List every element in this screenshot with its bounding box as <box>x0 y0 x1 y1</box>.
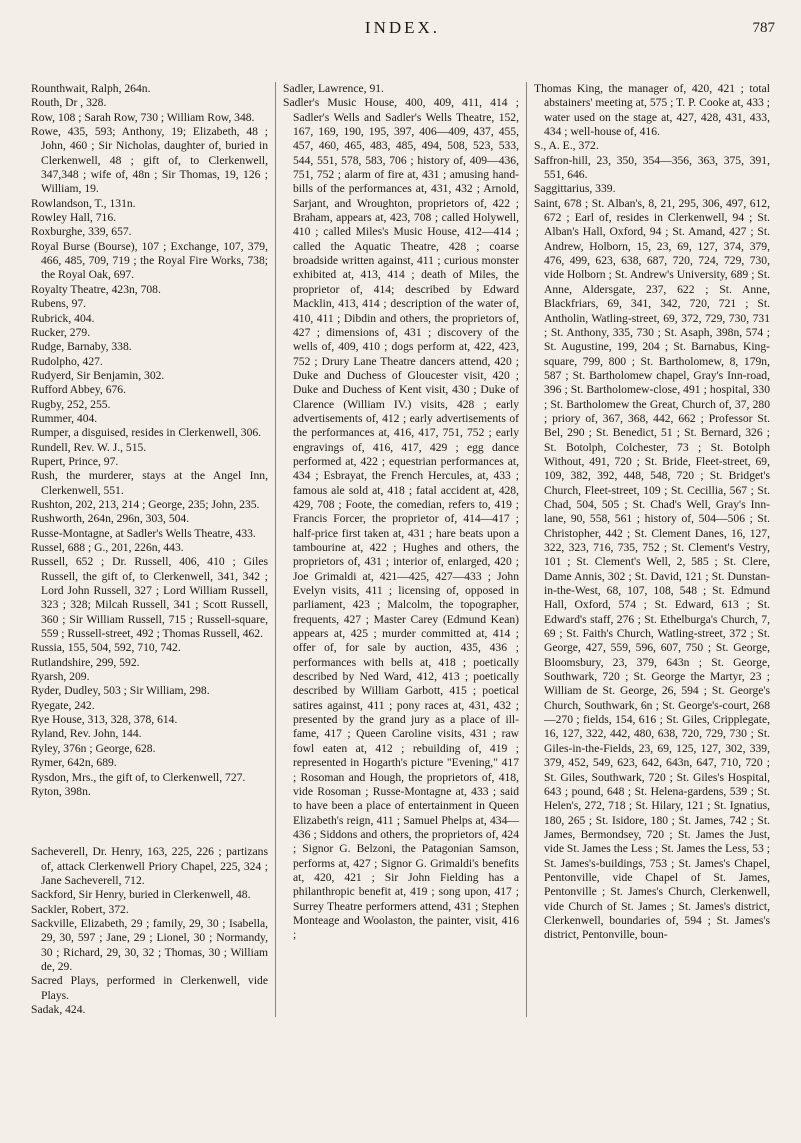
index-entry: Sadler, Lawrence, 91. <box>283 82 384 95</box>
index-entry: Rushton, 202, 213, 214 ; George, 235; John, 235. <box>31 497 260 511</box>
index-entry: Ryder, Dudley, 503 ; Sir William, 298. <box>31 684 210 698</box>
index-entry: Ryley, 376n ; George, 628. <box>31 741 156 755</box>
index-entry: Rubens, 97. <box>31 297 87 311</box>
index-entry: Sadler's Music House, 400, 409, 411, 414 ; Sadler's Wells and Sadler's Wells Theatre, 152, 167, 169, 190, 195, 397, 406—409, 437, 455, 457, 460, 465, 483, 485, 494, 508, 523, 533, 544, 551, 578, 583, 706 ; history of, 409—436, 751, 752 ; alarm of fire at, 431 ; amusing hand-bills of the performances at, 431, 432 ; Arnold, Sarjant, and Wroughton, proprietors of, 422 ; Braham, appears at, 423, 708 ; called Holywell, 410 ; called Miles's Music House, 412—414 ; called the Aquatic Theatre, 428 ; coarse broadside written against, 411 ; curious monster exhibited at, 413, 414 ; death of Miles, the proprietor of, 414; described by Edward Macklin, 413, 414 ; description of the water of, 410, 411 ; Dibdin and others, the proprietors of, 427 ; dimensions of, 431 ; discovery of the wells of, 409, 410 ; dogs perform at, 422, 423, 752 ; Drury Lane Theatre dancers attend, 420 ; Duke and Duchess of Gloucester visit, 420 ; Duke and Duchess of Kent visit, 430 ; Duke of Clarence (William IV.) visits, 428 ; early advertisements of, 412 ; early advertisements of the performances at, 416, 417, 751, 752 ; early engravings of, 416, 417, 429 ; egg dance performed at, 422 ; equestrian performances at, 434 ; Esbrayat, the French Hercules, at, 433 ; famous ale sold at, 418 ; fatal accident at, 428, 429, 708 ; Foote, the comedian, refers to, 419 ; Francis Forcer, the proprietor of, 414—417 ; half-price first taken at, 431 ; hare beats upon a tambourine at, 422 ; Hughes and others, the proprietors of, 431 ; interior of, enlarged, 420 ; Joe Grimaldi at, 421—425, 427—433 ; John Evelyn visits, 411 ; licensing of, opposed in parliament, 423 ; Malcolm, the topographer, frequents, 427 ; Master Carey (Edmund Kean) appears at, 425 ; murder committed at, 414 ; offer of, for sale by auction, 435, 436 ; performances with bells at, 418 ; poetically described by Ned Ward, 412, 413 ; poetically described by William Garbott, 415 ; poetical satires against, 411 ; pony races at, 431, 432 ; presented by the grand jury as a place of ill-fame, 417 ; Queen Caroline visits, 431 ; raw fowl eaten at, 412 ; rebuilding of, 419 ; represented in Hogarth's picture "Evening," 417 ; Rosoman and Hough, the proprietors of, 418, vide Rosoman ; Russe-Montagne at, 433 ; said to have been a place of entertainment in Queen Elizabeth's reign, 411 ; Samuel Phelps at, 434—436 ; Siddons and others, the proprietors of, 424 ; Signor G. Belzoni, the Patagonian Samson, performs at, 427 ; Signor G. Grimaldi's benefits at, 420, 421 ; Sir John Fielding has a philanthropic benefit at, 419 ; song upon, 417 ; Surrey Theatre performers attend, 431 ; Stephen Monteage and Woolaston, the painter, visit, 416 ; <box>283 96 519 942</box>
index-entry: Rucker, 279. <box>31 325 91 339</box>
index-entry: Rubrick, 404. <box>31 311 95 325</box>
page-header <box>30 18 775 42</box>
index-entry: Rupert, Prince, 97. <box>31 454 119 468</box>
section-gap <box>31 815 268 829</box>
index-entry: Rush, the murderer, stays at the Angel Inn, Clerkenwell, 551. <box>31 469 268 497</box>
index-entry: Russel, 688 ; G., 201, 226n, 443. <box>31 541 184 554</box>
index-entry: Rundell, Rev. W. J., 515. <box>31 440 147 454</box>
index-column-2 <box>275 82 526 1017</box>
index-entry: Sacheverell, Dr. Henry, 163, 225, 226 ; partizans of, attack Clerkenwell Priory Chapel, 225, 324 ; Jane Sacheverell, 712. <box>31 845 268 887</box>
index-entry: Rounthwait, Ralph, 264n. <box>31 82 151 95</box>
index-column-3 <box>526 82 777 1017</box>
index-entry: Roxburghe, 339, 657. <box>31 225 132 239</box>
index-entry: Saint, 678 ; St. Alban's, 8, 21, 295, 306, 497, 612, 672 ; Earl of, resides in Clerkenwell, 94 ; St. Alban's Hall, Oxford, 94 ; St. Amand, 427 ; St. Andrew, Holborn, 15, 23, 69, 127, 374, 379, 476, 499, 623, 638, 687, 720, 724, 729, 730, vide Holborn ; St. Andrew's University, 689 ; St. Anne, Aldersgate, 237, 622 ; St. Anne, Blackfriars, 69, 341, 342, 720, 721 ; St. Antholin, Watling-street, 69, 372, 729, 730, 731 ; St. Anthony, 335, 730 ; St. Asaph, 398n, 574 ; St. Augustine, 199, 204 ; St. Barnabus, King-square, 799, 800 ; St. Bartholomew, 8, 179n, 587 ; St. Bartholomew chapel, Gray's Inn-road, 396 ; St. Bartholomew-close, 491 ; hospital, 330 ; St. Bartholomew the Great, Church of, 37, 280 ; priory of, 367, 368, 442, 662 ; Professor St. Bel, 290 ; St. Benedict, 51 ; St. Bernard, 326 ; St. Botolph, Colchester, 73 ; St. Botolph Without, 491, 720 ; St. Bride, Fleet-street, 69, 109, 382, 392, 448, 548, 720 ; St. Bridget's Church, Fleet-street, 109 ; St. Cecillia, 567 ; St. Chad, 504, 505 ; St. Chad's Well, Gray's Inn-lane, 90, 558, 561 ; history of, 504—506 ; St. Christopher, 442 ; St. Clement Danes, 16, 127, 322, 323, 716, 735, 752 ; St. Clement's Vestry, 101 ; St. Clement's Well, 2, 585 ; St. Clere, Dame Annis, 302 ; St. David, 121 ; St. Dunstan-in-the-West, 68, 107, 108, 548 ; St. Edmund Hall, Oxford, 574 ; St. Edward, 613 ; St. Edward's staff, 276 ; St. Ethelburga's Church, 7, 69 ; St. Faith's Church, Watling-street, 372 ; St. George, 427, 559, 596, 607, 750 ; St. George, Bloomsbury, 23, 379, 643n ; St. George, Southwark, 720 ; St. George the Martyr, 23 ; William de St. George, 26, 594 ; St. George's Church, Southwark, 6n ; St. George's-court, 268—270 ; fields, 154, 616 ; St. Giles, Cripplegate, 16, 127, 322, 442, 480, 638, 720, 729, 730 ; St. Giles-in-the-Fields, 23, 69, 125, 127, 302, 339, 379, 452, 549, 623, 642, 643n, 647, 710, 720 ; St. Giles, Southwark, 720 ; St. Giles's Hospital, 643 ; pound, 648 ; St. Helena-gardens, 539 ; St. Helen's, 272, 718 ; St. Hilary, 121 ; St. Ignatius, 180, 265 ; St. Isidore, 180 ; St. James, 742 ; St. James, Bermondsey, 720 ; St. James the Just, vide St. James the Less ; St. James the Less, 53 ; St. James's-buildings, 753 ; St. James's Chapel, Pentonville, vide Chapel of St. James, Pentonville ; St. James's Church, Clerkenwell, vide Church of St. James ; St. James's district, Clerkenwell, boundaries of, 594 ; St. James's district, Pentonville, boun- <box>534 196 770 942</box>
index-entry: Russia, 155, 504, 592, 710, 742. <box>31 641 181 655</box>
index-entry: Row, 108 ; Sarah Row, 730 ; William Row, 348. <box>31 110 255 124</box>
index-column-1 <box>24 82 275 1017</box>
index-entry: Rysdon, Mrs., the gift of, to Clerkenwell, 727. <box>31 770 246 784</box>
index-entry: Thomas King, the manager of, 420, 421 ; total abstainers' meeting at, 575 ; T. P. Cooke at, 433 ; water used on the stage at, 427, 428, 431, 433, 434 ; well-house of, 416. <box>534 82 770 139</box>
index-entry: Russe-Montagne, at Sadler's Wells Theatre, 433. <box>31 526 256 540</box>
index-entry: Ryegate, 242. <box>31 698 95 712</box>
index-entry: Rudyerd, Sir Benjamin, 302. <box>31 368 165 382</box>
index-entry: Rymer, 642n, 689. <box>31 756 117 770</box>
page-number: 787 <box>752 20 775 36</box>
index-entry: Sackville, Elizabeth, 29 ; family, 29, 30 ; Isabella, 29, 30, 597 ; Jane, 29 ; Lionel, 30 ; Normandy, 30 ; Richard, 29, 30, 32 ; Thomas, 30 ; William de, 29. <box>31 916 268 973</box>
index-entry: Sadak, 424. <box>31 1002 86 1016</box>
index-columns <box>24 82 777 1017</box>
index-entry: Ryarsh, 209. <box>31 670 90 684</box>
index-entry: S., A. E., 372. <box>534 139 599 153</box>
index-entry: Rushworth, 264n, 296n, 303, 504. <box>31 512 190 526</box>
index-entry: Rowe, 435, 593; Anthony, 19; Elizabeth, 48 ; John, 460 ; Sir Nicholas, daughter of, buried in Clerkenwell, 48 ; gift of, to Clerkenwell, 347,348 ; wife of, 48n ; Sir Thomas, 19, 126 ; William, 19. <box>31 125 268 196</box>
index-entry: Saffron-hill, 23, 350, 354—356, 363, 375, 391, 551, 646. <box>534 153 770 182</box>
index-entry: Rye House, 313, 328, 378, 614. <box>31 713 178 727</box>
index-entry: Ryland, Rev. John, 144. <box>31 727 142 741</box>
index-entry: Royalty Theatre, 423n, 708. <box>31 282 161 296</box>
index-entry: Rudge, Barnaby, 338. <box>31 340 132 354</box>
index-entry: Rumper, a disguised, resides in Clerkenwell, 306. <box>31 426 262 440</box>
index-entry: Rowlandson, T., 131n. <box>31 196 136 210</box>
index-entry: Rugby, 252, 255. <box>31 397 111 411</box>
index-entry: Rummer, 404. <box>31 411 98 425</box>
index-entry: Rudolpho, 427. <box>31 354 103 368</box>
page-title: INDEX. <box>364 18 441 37</box>
index-entry: Ryton, 398n. <box>31 784 91 798</box>
index-entry: Routh, Dr , 328. <box>31 96 107 110</box>
index-entry: Rufford Abbey, 676. <box>31 383 126 397</box>
index-entry: Rowley Hall, 716. <box>31 211 117 225</box>
index-entry: Russell, 652 ; Dr. Russell, 406, 410 ; Giles Russell, the gift of, to Clerkenwell, 341, 342 ; Lord John Russell, 327 ; Lord William Russell, 323 ; 328; Milcah Russell, 341 ; Scott Russell, 360 ; Sir William Russell, 715 ; Russell-square, 559 ; Russell-street, 492 ; Thomas Russell, 462. <box>31 555 268 641</box>
index-entry: Sackford, Sir Henry, buried in Clerkenwell, 48. <box>31 888 251 902</box>
index-entry: Sackler, Robert, 372. <box>31 902 129 916</box>
index-entry: Saggittarius, 339. <box>534 182 616 196</box>
index-entry: Royal Burse (Bourse), 107 ; Exchange, 107, 379, 466, 485, 709, 719 ; the Royal Fire Works, 738; the Royal Oak, 697. <box>31 239 268 282</box>
index-entry: Rutlandshire, 299, 592. <box>31 655 140 669</box>
index-entry: Sacred Plays, performed in Clerkenwell, vide Plays. <box>31 974 268 1002</box>
